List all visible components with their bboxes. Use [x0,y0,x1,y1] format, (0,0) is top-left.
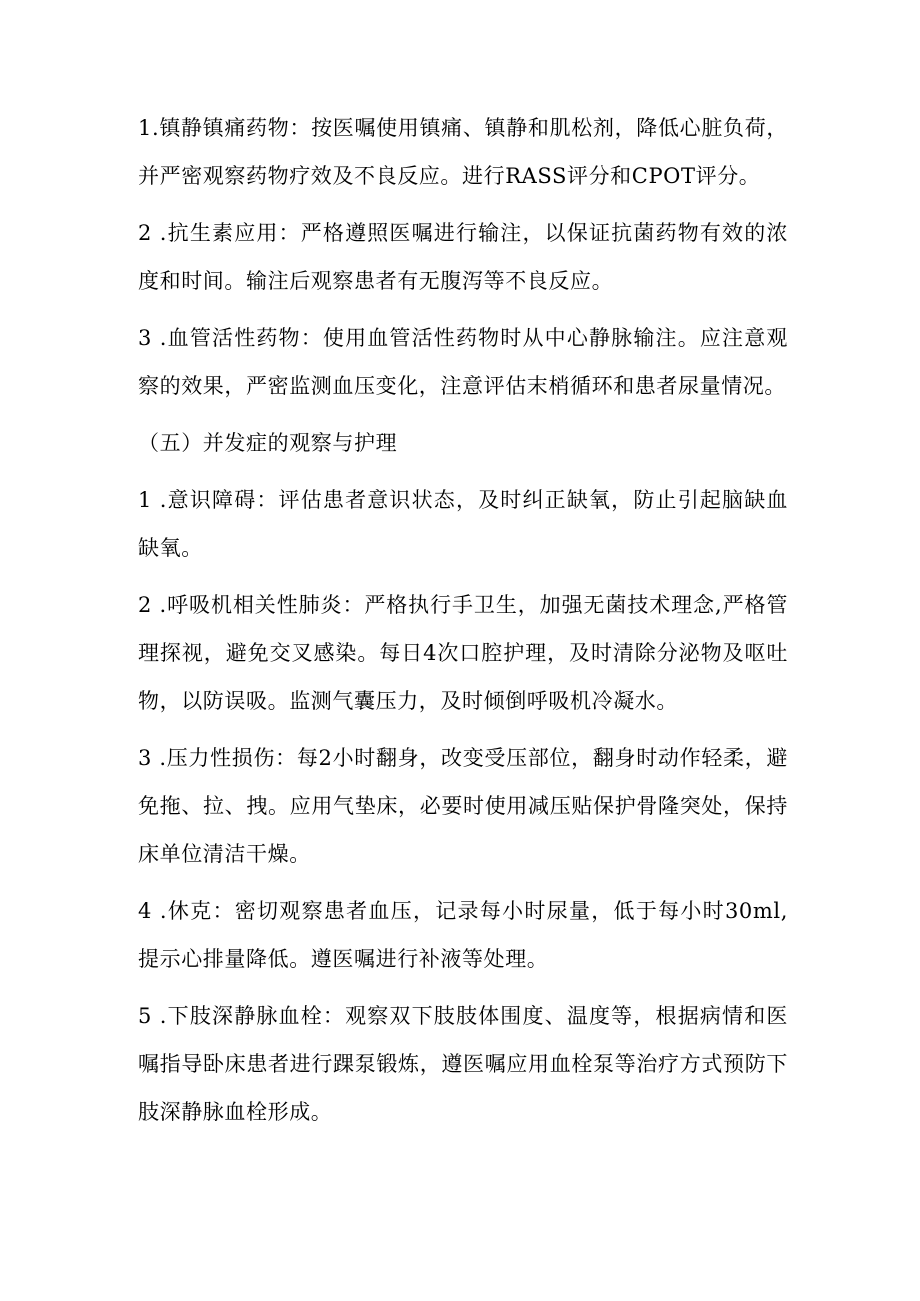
paragraph-sedation: 1.镇静镇痛药物：按医嘱使用镇痛、镇静和肌松剂，降低心脏负荷，并严密观察药物疗效及不良反应。进行RASS评分和CPOT评分。 [138,116,788,188]
paragraph-shock: 4 .休克：密切观察患者血压，记录每小时尿量，低于每小时30ml,提示心排量降低。遵医嘱进行补液等处理。 [138,899,788,971]
paragraph-pressure-injury: 3 .压力性损伤：每2小时翻身，改变受压部位，翻身时动作轻柔，避免拖、拉、拽。应用气垫床，必要时使用减压贴保护骨隆突处，保持床单位清洁干燥。 [138,746,788,866]
document-body [138,104,788,1145]
paragraph-antibiotics: 2 .抗生素应用：严格遵照医嘱进行输注，以保证抗菌药物有效的浓度和时间。输注后观察患者有无腹泻等不良反应。 [138,221,788,293]
section-heading: （五）并发症的观察与护理 [138,431,398,455]
paragraph-consciousness: 1 .意识障碍：评估患者意识状态，及时纠正缺氧，防止引起脑缺血缺氧。 [138,488,788,560]
paragraph-vasoactive: 3 .血管活性药物：使用血管活性药物时从中心静脉输注。应注意观察的效果，严密监测血压变化，注意评估末梢循环和患者尿量情况。 [138,326,788,398]
paragraph-vap: 2 .呼吸机相关性肺炎：严格执行手卫生，加强无菌技术理念,严格管理探视，避免交叉感染。每日4次口腔护理，及时清除分泌物及呕吐物，以防误吸。监测气囊压力，及时倾倒呼吸机冷凝水。 [138,593,788,713]
paragraph-dvt: 5 .下肢深静脉血栓：观察双下肢肢体围度、温度等，根据病情和医嘱指导卧床患者进行踝泵锻炼，遵医嘱应用血栓泵等治疗方式预防下肢深静脉血栓形成。 [138,1004,788,1124]
